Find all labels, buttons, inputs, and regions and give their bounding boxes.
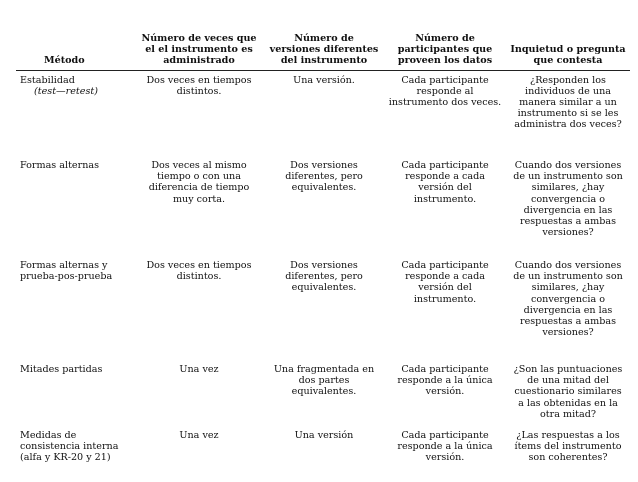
reliability-methods-table (16, 6, 630, 482)
cell-veces: Dos veces en tiempos distintos. (146, 74, 252, 97)
cell-versiones: Dos versiones diferentes, pero equivalentes. (285, 260, 363, 294)
cell-metodo: Formas alternas (20, 160, 100, 171)
table-row (16, 256, 630, 360)
cell-veces: Una vez (179, 430, 219, 441)
metodo-label: Estabilidad (20, 74, 75, 86)
table-row (16, 426, 630, 482)
header-inquietud: Inquietud o pregunta que contesta (506, 6, 630, 70)
cell-participantes: Cada participante responde a la única versión. (397, 364, 493, 398)
cell-veces: Una vez (179, 364, 219, 375)
cell-veces: Dos veces en tiempos distintos. (146, 260, 252, 283)
table-row (16, 360, 630, 426)
cell-participantes: Cada participante responde a cada versión del instrumento. (401, 260, 489, 305)
cell-metodo: Formas alternas y prueba-pos-prueba (20, 260, 113, 283)
header-versiones: Número de versiones diferentes del instrumento (264, 6, 384, 70)
cell-versiones: Una fragmentada en dos partes equivalentes. (273, 364, 375, 398)
cell-metodo (16, 70, 134, 156)
cell-inquietud: Cuando dos versiones de un instrumento son similares, ¿hay convergencia o divergencia en las respuestas a ambas versiones? (513, 260, 623, 339)
cell-inquietud: ¿Son las puntuaciones de una mitad del cuestionario similares a las obtenidas en la otra mitad? (513, 364, 623, 420)
table-row (16, 70, 630, 156)
header-participantes: Número de participantes que proveen los datos (384, 6, 506, 70)
cell-inquietud: ¿Responden los individuos de una manera similar a un instrumento si se les administra dos veces? (514, 74, 622, 131)
cell-participantes: Cada participante responde al instrumento dos veces. (388, 74, 502, 108)
cell-versiones: Una versión. (293, 74, 355, 86)
table-row (16, 156, 630, 256)
cell-inquietud: Cuando dos versiones de un instrumento son similares, ¿hay convergencia o divergencia en las respuestas a ambas versiones? (513, 160, 623, 239)
table-header-row (16, 6, 630, 70)
cell-metodo: Mitades partidas (20, 364, 103, 375)
cell-inquietud: ¿Las respuestas a los ítems del instrumento son coherentes? (514, 430, 622, 464)
header-metodo: Método (16, 6, 134, 70)
cell-metodo: Medidas de consistencia interna (alfa y KR-20 y 21) (20, 430, 119, 464)
cell-participantes: Cada participante responde a cada versión del instrumento. (401, 160, 489, 205)
metodo-sublabel: (test—retest) (34, 85, 98, 97)
cell-versiones: Dos versiones diferentes, pero equivalentes. (285, 160, 363, 194)
cell-versiones: Una versión (294, 430, 354, 441)
cell-veces: Dos veces al mismo tiempo o con una diferencia de tiempo muy corta. (148, 160, 250, 205)
cell-participantes: Cada participante responde a la única versión. (397, 430, 493, 464)
header-veces: Número de veces que el el instrumento es administrado (134, 6, 264, 70)
